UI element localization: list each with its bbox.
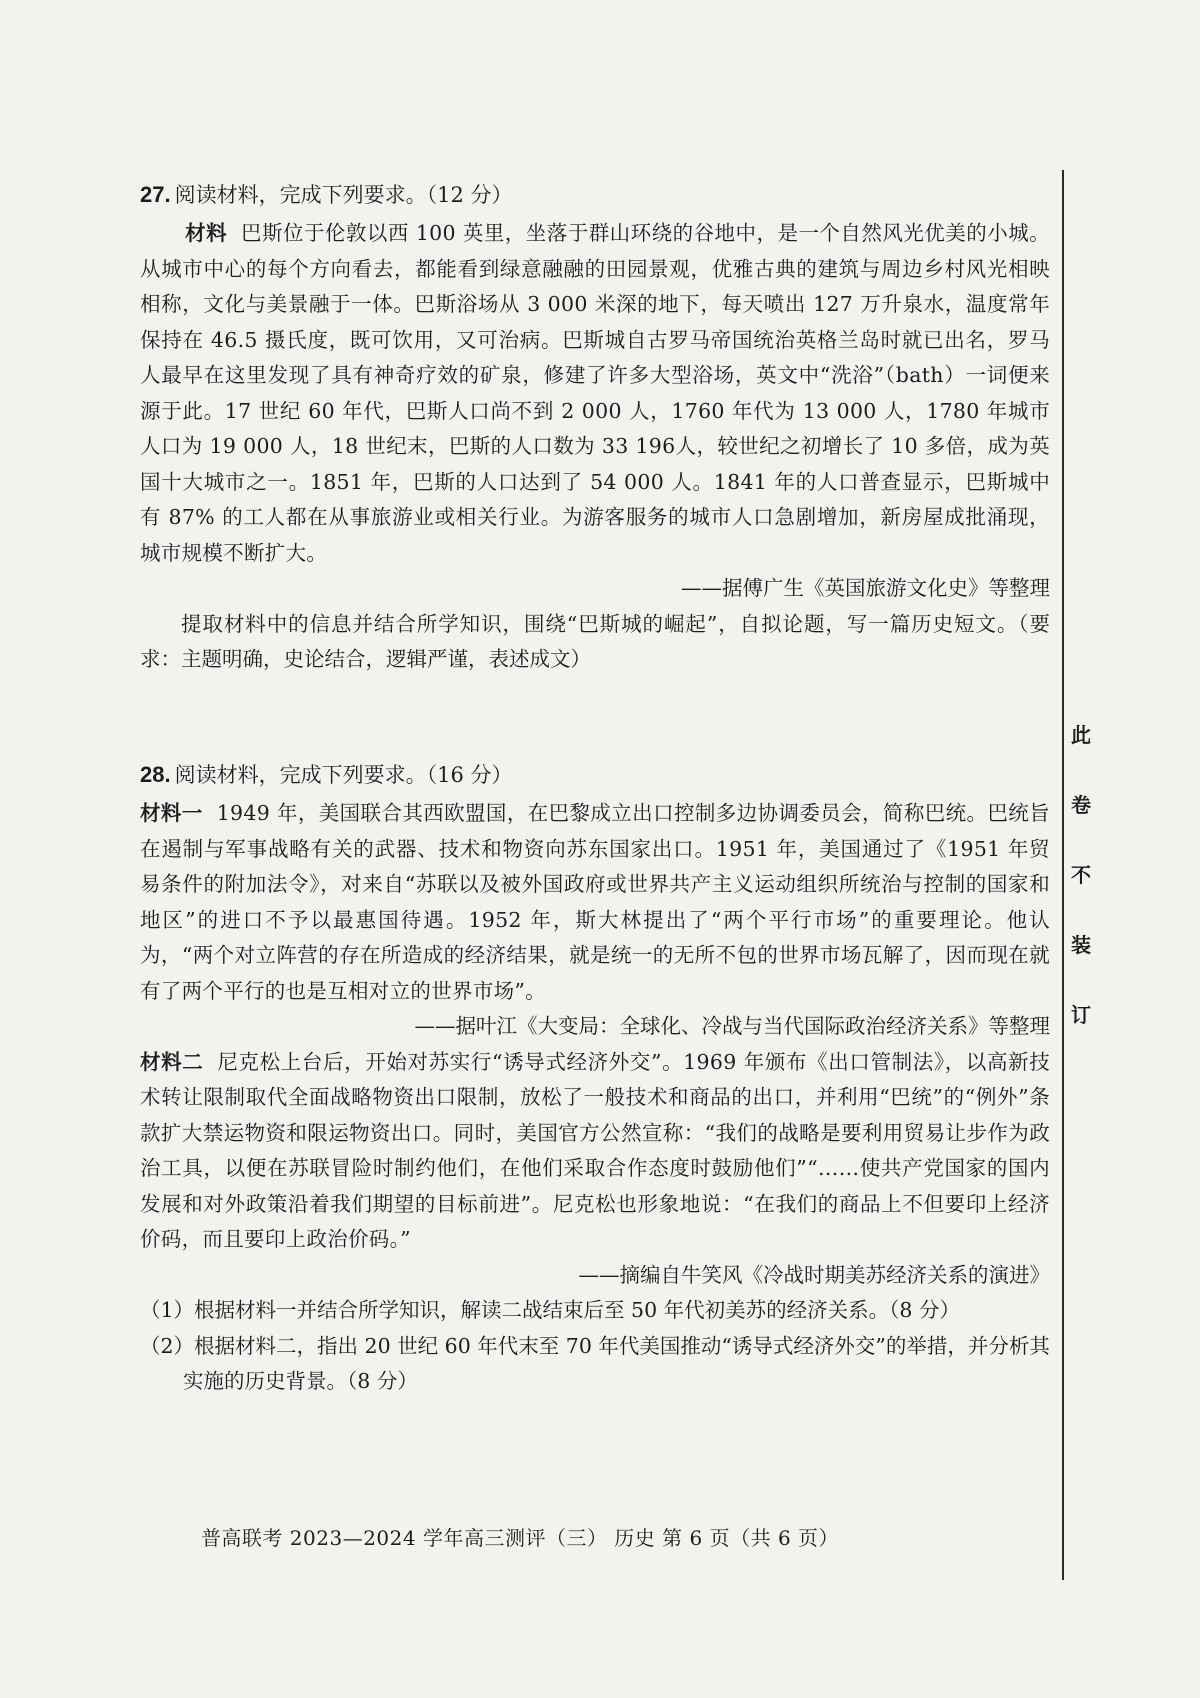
binding-char: 装: [1071, 933, 1091, 957]
question-27-heading: 阅读材料，完成下列要求。（12 分）: [174, 183, 513, 207]
binding-char: 此: [1071, 723, 1091, 747]
question-27-title: [140, 180, 1050, 210]
page-footer: 普高联考 2023—2024 学年高三测评（三） 历史 第 6 页（共 6 页）: [200, 1526, 840, 1550]
material-2-text: 尼克松上台后，开始对苏实行“诱导式经济外交”。1969 年颁布《出口管制法》，以高新技术转让限制取代全面战略物资出口限制，放松了一般技术和商品的出口，并利用“巴统”的“例外”条款扩大禁运物资和限运物资出口。同时，美国官方公然宣称：“我们的战略是要利用贸易让步作为政治工具，以便在苏联冒险时制约他们，在他们采取合作态度时鼓励他们”“……使共产党国家的国内发展和对外政策沿着我们期望的目标前进”。尼克松也形象地说：“在我们的商品上不但要印上经济价码，而且要印上政治价码。”: [140, 1049, 1050, 1251]
question-27-material: [140, 216, 1050, 571]
material-1-source: ——据叶江《大变局：全球化、冷战与当代国际政治经济关系》等整理: [414, 1014, 1050, 1038]
binding-notice: [1066, 700, 1096, 1050]
material-1-text: 1949 年，美国联合其西欧盟国，在巴黎成立出口控制多边协调委员会，简称巴统。巴统旨在遏制与军事战略有关的武器、技术和物资向苏东国家出口。1951 年，美国通过了《1951 年贸易条件的附加法令》，对来自“苏联以及被外国政府或世界共产主义运动组织所统治与控制的国家和地区”的进口不予以最惠国待遇。1952 年，斯大林提出了“两个平行市场”的重要理论。他认为，“两个对立阵营的存在所造成的经济结果，就是统一的无所不包的世界市场瓦解了，因而现在就有了两个平行的也是互相对立的世界市场”。: [140, 801, 1050, 1003]
question-27: [140, 180, 1050, 678]
binding-line: [1062, 170, 1064, 1580]
material-text: 巴斯位于伦敦以西 100 英里，坐落于群山环绕的谷地中，是一个自然风光优美的小城。从城市中心的每个方向看去，都能看到绿意融融的田园景观，优雅古典的建筑与周边乡村风光相映相称，文化与美景融于一体。巴斯浴场从 3 000 米深的地下，每天喷出 127 万升泉水，温度常年保持在 46.5 摄氏度，既可饮用，又可治病。巴斯城自古罗马帝国统治英格兰岛时就已出名，罗马人最早在这里发现了具有神奇疗效的矿泉，修建了许多大型浴场，英文中“洗浴”（bath）一词便来源于此。17 世纪 60 年代，巴斯人口尚不到 2 000 人，1760 年代为 13 000 人，1780 年城市人口为 19 000 人，18 世纪末，巴斯的人口数为 33 196人，较世纪之初增长了 10 多倍，成为英国十大城市之一。1851 年，巴斯的人口达到了 54 000 人。1841 年的人口普查显示，巴斯城中有 87% 的工人都在从事旅游业或相关行业。为游客服务的城市人口急剧增加，新房屋成批涌现，城市规模不断扩大。: [140, 221, 1050, 565]
material-2-label: 材料二: [140, 1049, 204, 1074]
material-label: 材料: [185, 221, 228, 245]
binding-char: 不: [1071, 863, 1091, 887]
sub-question-1: （1）根据材料一并结合所学知识，解读二战结束后至 50 年代初美苏的经济关系。（8 分）: [140, 1298, 960, 1322]
material-2-source: ——摘编自牛笑风《冷战时期美苏经济关系的演进》: [578, 1262, 1050, 1287]
question-28-heading: 阅读材料，完成下列要求。（16 分）: [174, 763, 513, 787]
question-28: [140, 760, 1050, 1400]
question-27-number: 27.: [140, 182, 171, 207]
question-27-task: 提取材料中的信息并结合所学知识，围绕“巴斯城的崛起”，自拟论题，写一篇历史短文。（要求：主题明确，史论结合，逻辑严谨，表述成文）: [140, 611, 1050, 671]
material-source: ——据傅广生《英国旅游文化史》等整理: [681, 576, 1050, 600]
question-28-material-2: [140, 1045, 1050, 1258]
question-28-number: 28.: [140, 762, 171, 787]
material-1-label: 材料一: [140, 801, 203, 825]
binding-char: 卷: [1071, 793, 1091, 817]
question-28-title: [140, 760, 1050, 790]
question-28-material-1: [140, 796, 1050, 1009]
binding-char: 订: [1071, 1003, 1091, 1027]
sub-question-2: （2）根据材料二，指出 20 世纪 60 年代末至 70 年代美国推动“诱导式经济外交”的举措，并分析其实施的历史背景。（8 分）: [140, 1333, 1050, 1393]
